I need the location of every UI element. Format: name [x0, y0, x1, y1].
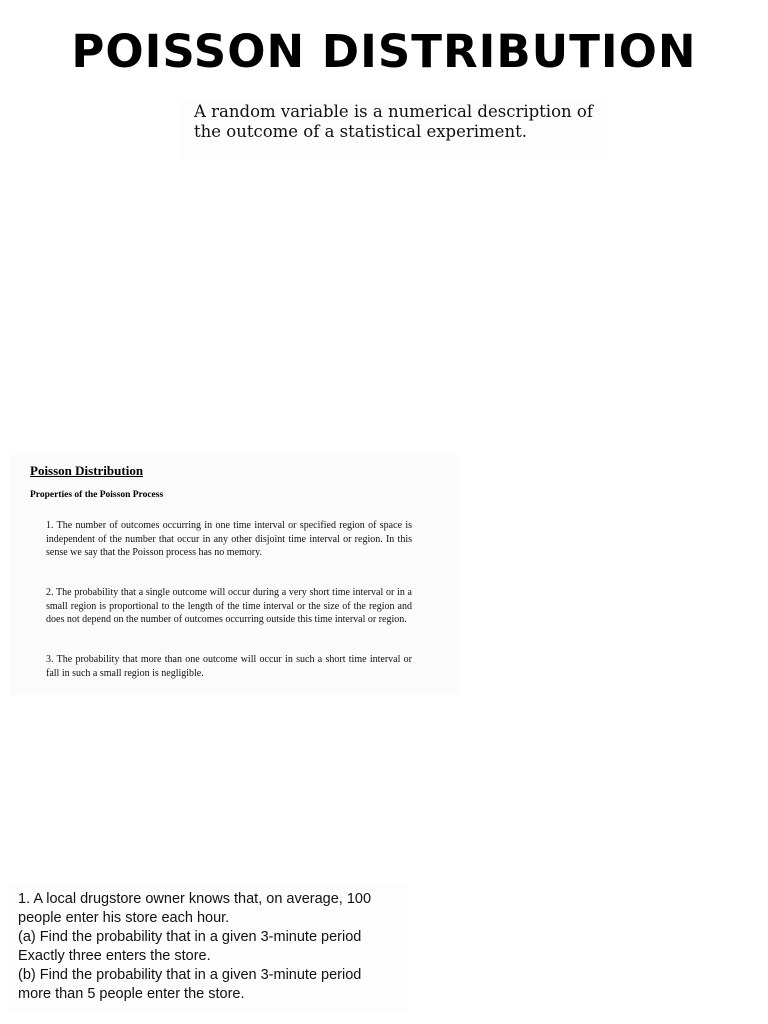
property-item-2: 2. The probability that a single outcome will occur during a very short time interval or in a small region is proportional to the length of the time interval or the size of the region and does not depend on the number of outcomes occurring outside this time interval or region.	[46, 587, 412, 625]
poisson-properties-image	[10, 455, 460, 695]
problem-line-4: Exactly three enters the store.	[18, 948, 211, 964]
intro-line-2: the outcome of a statistical experiment.	[194, 122, 527, 141]
page-title: POISSON DISTRIBUTION	[71, 25, 697, 78]
properties-subheading: Properties of the Poisson Process	[30, 490, 164, 500]
property-item-3: 3. The probability that more than one outcome will occur in such a short time interval or fall in such a small region is negligible.	[46, 654, 412, 679]
problem-line-3: (a) Find the probability that in a given 3-minute period	[18, 929, 362, 945]
intro-definition-text	[194, 102, 604, 142]
property-item-1: 1. The number of outcomes occurring in one time interval or specified region of space is independent of the number that occur in any other disjoint time interval or region. In this sense we say that the Poisson process has no memory.	[46, 520, 412, 558]
problem-line-6: more than 5 people enter the store.	[18, 986, 245, 1002]
problem-line-2: people enter his store each hour.	[18, 910, 230, 926]
intro-definition-image	[178, 98, 604, 160]
problem-line-5: (b) Find the probability that in a given 3-minute period	[18, 967, 362, 983]
properties-heading: Poisson Distribution	[30, 463, 144, 478]
problem-line-1: 1. A local drugstore owner knows that, on average, 100	[18, 891, 372, 907]
drugstore-problem-image	[8, 886, 408, 1010]
intro-line-1: A random variable is a numerical description of	[194, 102, 593, 121]
